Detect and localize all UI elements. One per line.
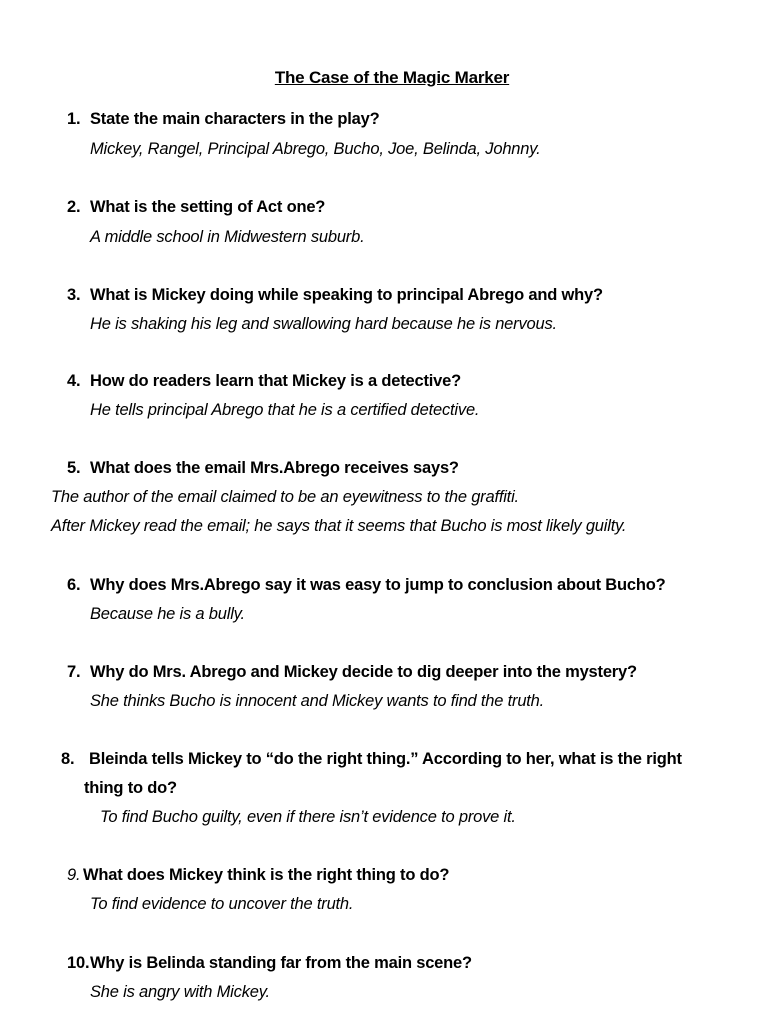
question-7: [67, 661, 637, 683]
answer-9: To find evidence to uncover the truth.: [90, 895, 354, 913]
question-number: 7.: [67, 663, 81, 681]
question-8-line-2: thing to do?: [84, 779, 177, 797]
answer-8: To find Bucho guilty, even if there isn’t evidence to prove it.: [100, 808, 516, 826]
answer-1: Mickey, Rangel, Principal Abrego, Bucho, Joe, Belinda, Johnny.: [90, 140, 541, 158]
question-number: 6.: [67, 576, 81, 594]
document-title: The Case of the Magic Marker: [274, 68, 510, 87]
question-number: 1.: [67, 110, 81, 128]
question-number: 10.: [67, 954, 90, 972]
answer-5-line-1: The author of the email claimed to be an eyewitness to the graffiti.: [51, 488, 519, 506]
answer-2: A middle school in Midwestern suburb.: [90, 228, 365, 246]
answer-7: She thinks Bucho is innocent and Mickey wants to find the truth.: [90, 692, 545, 710]
question-8: [61, 748, 682, 770]
answer-5-line-2: After Mickey read the email; he says that it seems that Bucho is most likely guilty.: [51, 517, 627, 535]
question-number: 8.: [61, 750, 75, 768]
question-9: [67, 864, 449, 886]
question-text: What is the setting of Act one?: [90, 198, 326, 216]
question-text: What does the email Mrs.Abrego receives says?: [90, 459, 459, 477]
answer-10: She is angry with Mickey.: [90, 983, 270, 1001]
answer-4: He tells principal Abrego that he is a certified detective.: [90, 401, 480, 419]
question-number: 5.: [67, 459, 81, 477]
question-5: [67, 457, 459, 479]
question-text: State the main characters in the play?: [90, 110, 380, 128]
question-number: 9.: [67, 866, 81, 884]
question-text: What does Mickey think is the right thing to do?: [83, 866, 450, 884]
question-text: Why is Belinda standing far from the main scene?: [90, 954, 472, 972]
question-number: 2.: [67, 198, 81, 216]
question-text: Why do Mrs. Abrego and Mickey decide to dig deeper into the mystery?: [90, 663, 637, 681]
question-number: 4.: [67, 372, 81, 390]
question-3: [67, 284, 603, 306]
question-4: [67, 370, 461, 392]
question-text-line-1: Bleinda tells Mickey to “do the right thing.” According to her, what is the right: [89, 750, 682, 768]
question-text: Why does Mrs.Abrego say it was easy to jump to conclusion about Bucho?: [90, 576, 666, 594]
question-text: How do readers learn that Mickey is a detective?: [90, 372, 461, 390]
question-2: [67, 196, 325, 218]
answer-6: Because he is a bully.: [90, 605, 245, 623]
answer-3: He is shaking his leg and swallowing hard because he is nervous.: [90, 315, 557, 333]
question-text: What is Mickey doing while speaking to principal Abrego and why?: [90, 286, 603, 304]
question-1: [67, 108, 380, 130]
question-number: 3.: [67, 286, 81, 304]
question-10: [67, 952, 472, 974]
question-6: [67, 574, 666, 596]
